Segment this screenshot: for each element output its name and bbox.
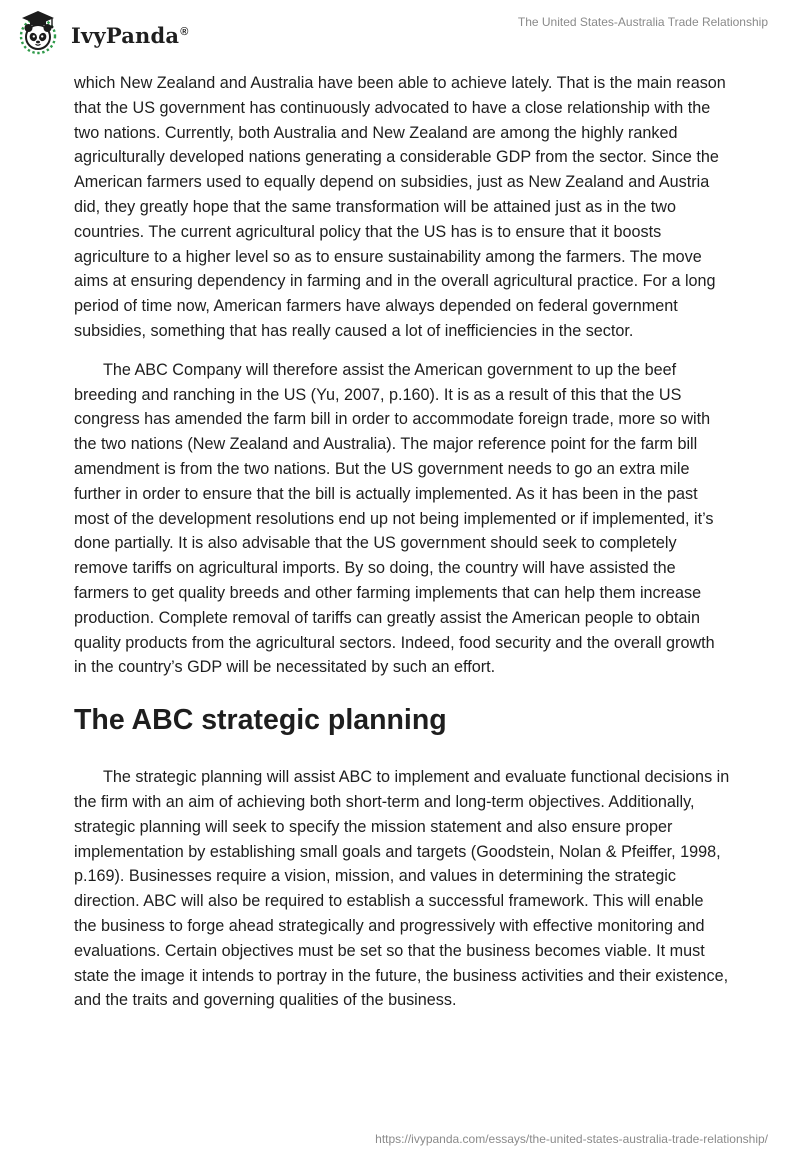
paragraph-abc-company: The ABC Company will therefore assist the American government to up the beef breeding and ranching in the US (Yu, 2007, p.160). It is as a result of this that the US congress has amended the farm bill in order to accommodate foreign trade, more so with the two nations (New Zealand and Australia). The major reference point for the farm bill amendment is from the two nations. But the US government needs to go an extra mile further in order to ensure that the bill is actually implemented. As it has been in the past most of the development resolutions end up not being implemented or if implemented, it’s done partially. It is also advisable that the US government should seek to completely remove tariffs on agricultural imports. By so doing, the country will have assisted the farmers to get quality breeds and other farming implements that can help them increase production. Complete removal of tariffs can greatly assist the American people to obtain quality products from the agricultural sectors. Indeed, food security and the overall growth in the country’s GDP will be necessitated by such an effort. (74, 360, 715, 677)
document-title: The United States-Australia Trade Relationship (517, 15, 768, 29)
brand-logo[interactable] (14, 8, 189, 56)
source-url[interactable]: https://ivypanda.com/essays/the-united-states-australia-trade-relationship/ (375, 1132, 768, 1146)
brand-registered-mark: ® (180, 25, 189, 38)
article-body (74, 71, 730, 1013)
paragraph-continued: which New Zealand and Australia have been able to achieve lately. That is the main reason that the US government has continuously advocated to have a close relationship with the two nations. Currently, both Australia and New Zealand are among the highly ranked agriculturally developed nations generating a considerable GDP from the sector. Since the American farmers used to equally depend on subsidies, just as New Zealand and Austria did, they greatly hope that the same transformation will be attained just as in the two countries. The current agricultural policy that the US has is to ensure that it boosts agriculture to a higher level so as to ensure sustainability among the farmers. The move aims at ensuring dependency in farming and in the overall agricultural practice. For a long period of time now, American farmers have always depended on federal government subsidies, something that has really caused a lot of inefficiencies in the sector. (74, 74, 726, 340)
page-header (0, 0, 800, 70)
section-heading: The ABC strategic planning (74, 704, 447, 737)
panda-graduation-cap-icon (14, 8, 62, 56)
paragraph-strategic-planning: The strategic planning will assist ABC to implement and evaluate functional decisions in the firm with an aim of achieving both short-term and long-term objectives. Additionally, strategic planning will seek to specify the mission statement and also ensure proper implementation by establishing small goals and targets (Goodstein, Nolan & Pfeiffer, 1998, p.169). Businesses require a vision, mission, and values in determining the strategic direction. ABC will also be required to establish a successful framework. This will enable the business to forge ahead strategically and progressively with effective monitoring and evaluations. Certain objectives must be set so that the business becomes viable. It must state the image it intends to portray in the future, the business activities and their existence, and the traits and governing qualities of the business. (74, 768, 730, 1010)
brand-name: IvyPanda® (71, 22, 189, 48)
